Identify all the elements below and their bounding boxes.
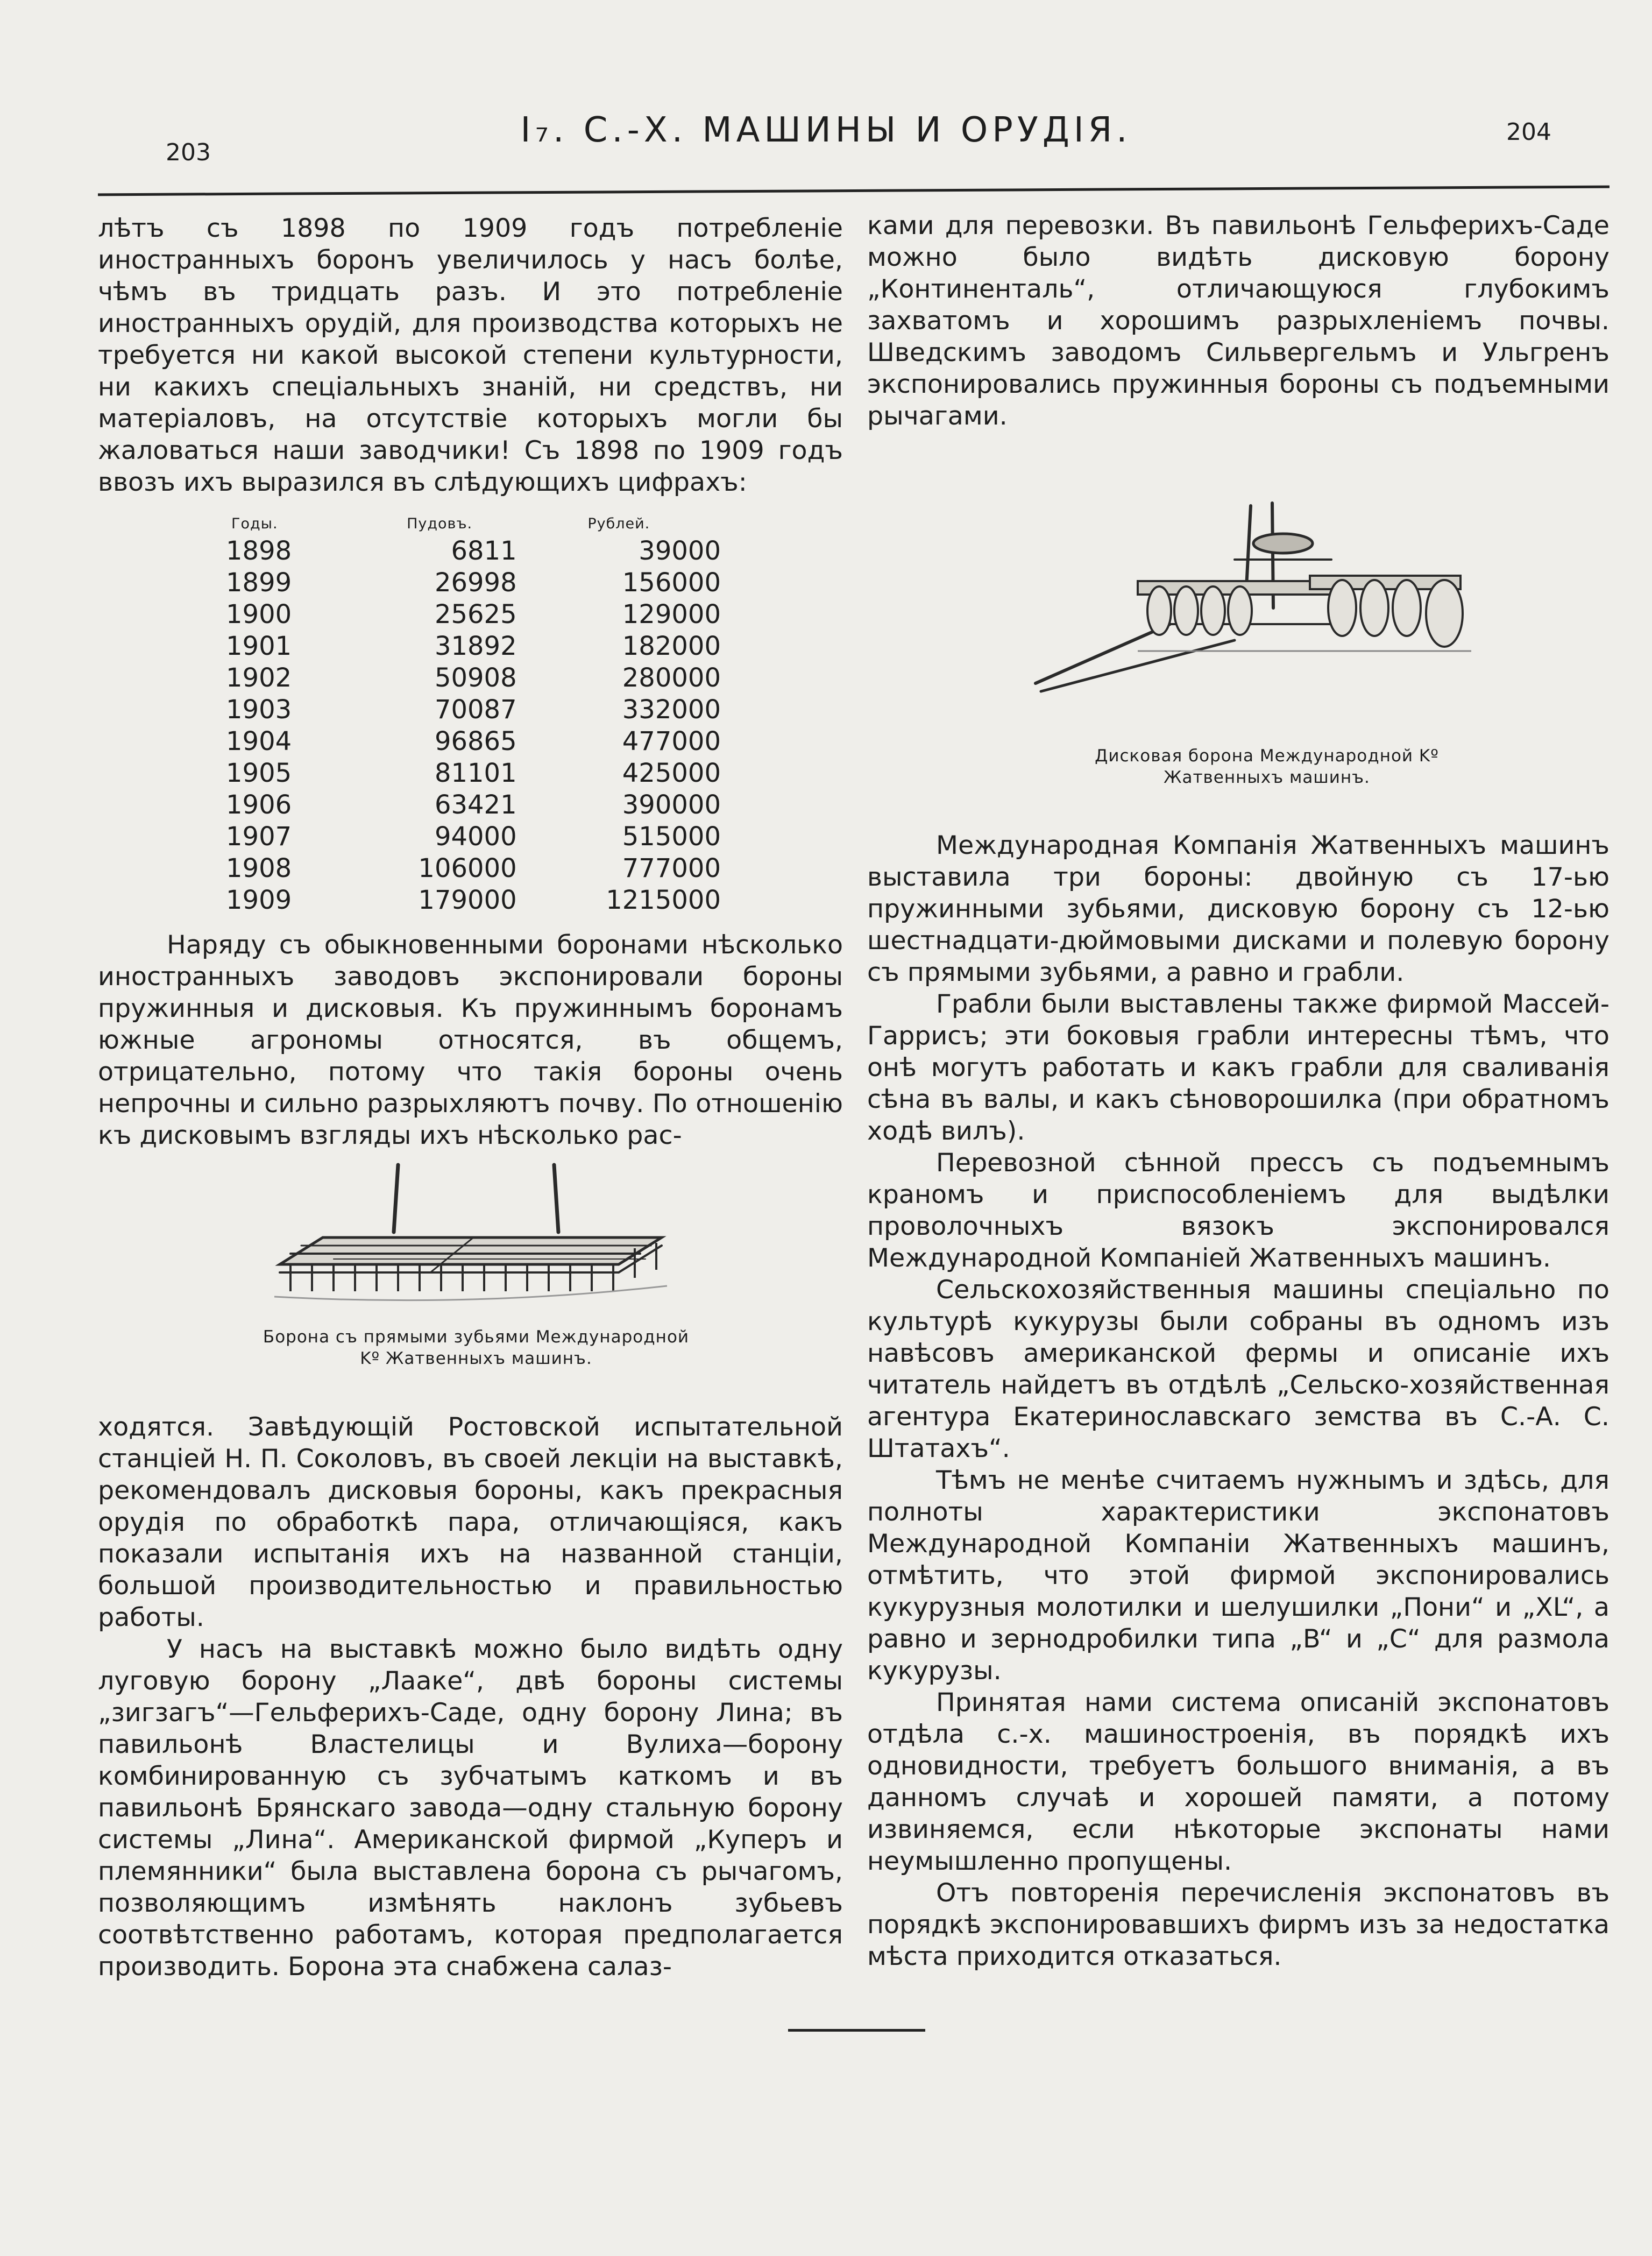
paragraph-hay-press: Перевозной сѣнной прессъ съ подъемнымъ краномъ и приспособленіемъ для выдѣлки проволочныхъ вязокъ экспонировался Международной Компаніей Жатвенныхъ машинъ. (867, 1148, 1610, 1273)
page-number-left: 203 (166, 139, 211, 166)
table-cell-rubles: 129000 (622, 599, 721, 630)
table-cell-poods: 179000 (418, 885, 517, 915)
paragraph-corn-threshers: Тѣмъ не менѣе считаемъ нужнымъ и здѣсь, для полноты характеристики экспонатовъ Международной Компаніи Жатвенныхъ машинъ, отмѣтить, что этой фирмой экспонировались кукурузныя молотилки и шелушилки „Пони“ и „XL“, а равно и зернодробилки типа „B“ и „C“ для размола кукурузы. (867, 1466, 1610, 1686)
table-cell-year: 1898 (226, 536, 292, 566)
table-cell-poods: 63421 (434, 790, 517, 820)
table-header-years: Годы. (231, 515, 278, 532)
table-row (204, 885, 721, 916)
table-header-poods: Пудовъ. (407, 515, 473, 532)
header-rule (98, 186, 1610, 196)
table-cell-year: 1904 (226, 726, 292, 756)
left-bottom-text (98, 1411, 843, 1983)
table-cell-year: 1903 (226, 695, 292, 725)
table-cell-poods: 25625 (434, 599, 517, 630)
table-cell-rubles: 156000 (622, 568, 721, 598)
paragraph-massey-harris: Грабли были выставлены также фирмой Массей-Гаррисъ; эти боковыя грабли интересны тѣмъ, что онѣ могутъ работать и какъ грабли для сваливанія сѣна въ валы, и какъ сѣноворошилка (при обратномъ ходѣ вилъ). (867, 989, 1610, 1146)
paragraph-closing: Отъ повторенія перечисленія экспонатовъ въ порядкѣ экспонировавшихъ фирмъ изъ за недостатка мѣста приходится отказаться. (867, 1878, 1610, 1971)
disc-harrow-caption: Дисковая борона Международной Kº Жатвенныхъ машинъ. (1095, 746, 1439, 787)
table-cell-rubles: 332000 (622, 695, 721, 725)
end-rule (788, 2029, 925, 2032)
table-cell-year: 1905 (226, 758, 292, 788)
left-top-text (98, 213, 843, 498)
table-cell-poods: 50908 (434, 663, 517, 693)
table-cell-poods: 81101 (434, 758, 517, 788)
table-row (204, 853, 721, 885)
paragraph-continental: ками для перевозки. Въ павильонѣ Гельферихъ-Саде можно было видѣть дисковую борону „Континенталь“, отличающуюся глубокимъ захватомъ и хорошимъ разрыхленіемъ почвы. Шведскимъ заводомъ Сильвергельмъ и Ульгренъ экспонировались пружинныя бороны съ подъемными рычагами. (867, 211, 1610, 431)
paragraph-sokolov: ходятся. Завѣдующій Ростовской испытательной станціей Н. П. Соколовъ, въ своей лекціи на выставкѣ, рекомендовалъ дисковыя бороны, какъ прекрасныя орудія по обработкѣ пара, отличающіяся, какъ показали испытанія ихъ на названной станціи, большой производительностью и правильностью работы. (98, 1412, 843, 1632)
table-row (204, 726, 721, 758)
table-cell-poods: 31892 (434, 631, 517, 661)
paragraph-exhibits-harrows: У насъ на выставкѣ можно было видѣть одну луговую борону „Лааке“, двѣ бороны системы „зигзагъ“—Гельферихъ-Саде, одну борону Лина; въ павильонѣ Властелицы и Вулиха—борону комбинированную съ зубчатымъ каткомъ и въ павильонѣ Брянскаго завода—одну стальную борону системы „Лина“. Американской фирмой „Куперъ и племянники“ была выставлена борона съ рычагомъ, позволяющимъ измѣнять наклонъ зубьевъ соотвѣтственно работамъ, которая предполагается производить. Борона эта снабжена салаз- (98, 1635, 843, 1982)
table-cell-rubles: 777000 (622, 853, 721, 883)
table-cell-poods: 26998 (434, 568, 517, 598)
disc-harrow-illustration (1030, 500, 1493, 699)
table-cell-rubles: 39000 (639, 536, 721, 566)
table-row (204, 821, 721, 853)
table-cell-poods: 96865 (434, 726, 517, 756)
table-row (204, 631, 721, 662)
table-cell-year: 1902 (226, 663, 292, 693)
table-row (204, 662, 721, 694)
table-cell-rubles: 280000 (622, 663, 721, 693)
table-cell-poods: 70087 (434, 695, 517, 725)
table-cell-year: 1908 (226, 853, 292, 883)
table-cell-rubles: 477000 (622, 726, 721, 756)
table-cell-rubles: 182000 (622, 631, 721, 661)
table-cell-poods: 94000 (434, 822, 517, 852)
table-row (204, 758, 721, 789)
table-cell-year: 1909 (226, 885, 292, 915)
left-springs-text (98, 929, 843, 1151)
straight-harrow-caption: Борона съ прямыми зубьями Международной Kº Жатвенныхъ машинъ. (263, 1327, 690, 1368)
paragraph-corn-machines: Сельскохозяйственныя машины спеціально по культурѣ кукурузы были собраны въ одномъ изъ навѣсовъ американской фермы и описаніе ихъ читатель найдетъ въ отдѣлѣ „Сельско-хозяйственная агентура Екатеринославскаго земства въ С.-А. С. Штатахъ“. (867, 1275, 1610, 1463)
table-row (204, 535, 721, 567)
page-number-right: 204 (1506, 118, 1551, 146)
table-cell-year: 1899 (226, 568, 292, 598)
table-row (204, 789, 721, 821)
right-bottom-text (867, 830, 1610, 1972)
paragraph-apology: Принятая нами система описаній экспонатовъ отдѣла с.-х. машиностроенія, въ порядкѣ ихъ одновидности, требуетъ большого вниманія, а въ данномъ случаѣ и хорошей памяти, а потому извиняемся, если нѣкоторые экспонаты нами неумышленно пропущены. (867, 1688, 1610, 1876)
table-cell-rubles: 1215000 (606, 885, 721, 915)
table-header-row (204, 515, 721, 535)
paragraph-spring-harrows: Наряду съ обыкновенными боронами нѣсколько иностранныхъ заводовъ экспонировали бороны пружинныя и дисковыя. Къ пружиннымъ боронамъ южные агрономы относятся, въ общемъ, отрицательно, потому что такія бороны очень непрочны и сильно разрыхляютъ почву. По отношенію къ дисковымъ взгляды ихъ нѣсколько рас- (98, 930, 843, 1150)
table-cell-rubles: 425000 (622, 758, 721, 788)
straight-tooth-harrow-illustration (269, 1162, 678, 1318)
table-cell-year: 1900 (226, 599, 292, 630)
table-row (204, 694, 721, 726)
paragraph-intl-harvester: Международная Компанія Жатвенныхъ машинъ выставила три бороны: двойную съ 17-ью пружинными зубьями, дисковую борону съ 12-ью шестнадцати-дюймовыми дисками и полевую борону съ прямыми зубьями, а равно и грабли. (867, 831, 1610, 987)
table-row (204, 599, 721, 631)
table-cell-rubles: 515000 (622, 822, 721, 852)
table-cell-year: 1901 (226, 631, 292, 661)
paragraph-import-intro: лѣтъ съ 1898 по 1909 годъ потребленіе иностранныхъ боронъ увеличилось у насъ болѣе, чѣмъ въ тридцать разъ. И это потребленіе иностранныхъ орудій, для производства которыхъ не требуется ни какой высокой степени культурности, ни какихъ спеціальныхъ знаній, ни средствъ, ни матеріаловъ, на отсутствіе которыхъ могли бы жаловаться наши заводчики! Съ 1898 по 1909 годъ ввозъ ихъ выразился въ слѣдующихъ цифрахъ: (98, 214, 843, 497)
table-cell-poods: 6811 (451, 536, 517, 566)
right-top-text (867, 210, 1610, 432)
import-table (204, 515, 721, 916)
table-cell-rubles: 390000 (622, 790, 721, 820)
table-cell-poods: 106000 (418, 853, 517, 883)
table-cell-year: 1907 (226, 822, 292, 852)
table-header-rubles: Рублей. (587, 515, 650, 532)
table-cell-year: 1906 (226, 790, 292, 820)
table-row (204, 567, 721, 599)
running-title: I₇. С.-Х. МАШИНЫ И ОРУДІЯ. (520, 110, 1132, 150)
